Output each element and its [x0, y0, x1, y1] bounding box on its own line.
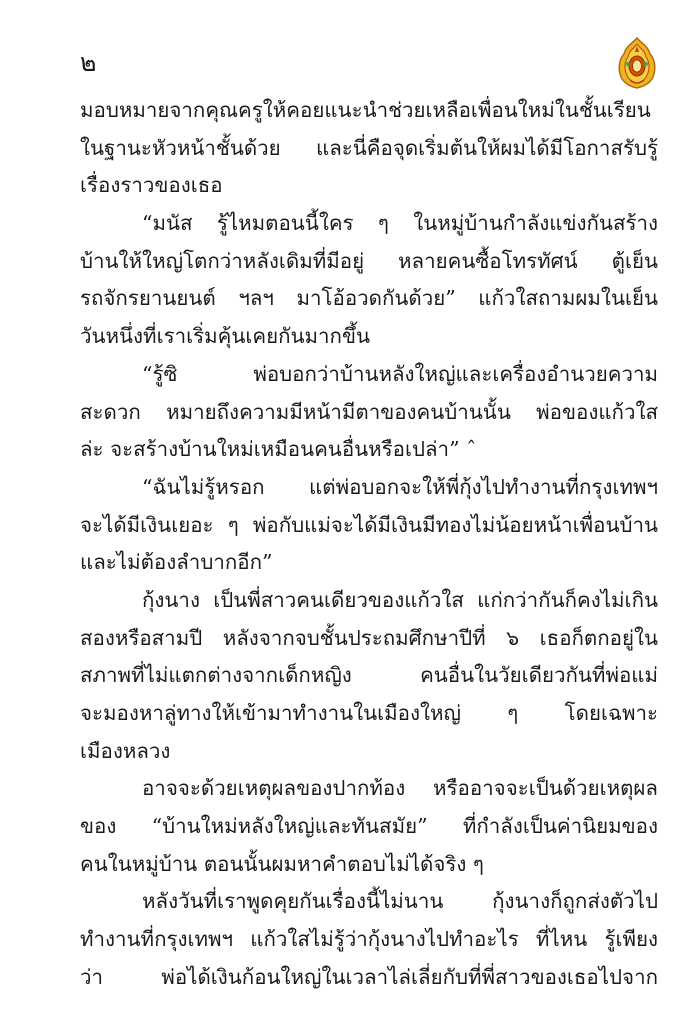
text-line: ทำงานที่กรุงเทพฯ แก้วใสไม่รู้ว่ากุ้งนางไปทำอะไร ที่ไหน รู้เพียง	[80, 927, 658, 952]
text-line: วันหนึ่งที่เราเริ่มคุ้นเคยกันมากขึ้น	[80, 324, 370, 349]
text-line: จะได้มีเงินเยอะ ๆ พ่อกับแม่จะได้มีเงินมีทองไม่น้อยหน้าเพื่อนบ้าน	[80, 512, 658, 537]
text-line: เมืองหลวง	[80, 738, 171, 763]
text-line: สะดวก หมายถึงความมีหน้ามีตาของคนบ้านนั้น พ่อของแก้วใส	[80, 399, 658, 424]
text-line: ว่า พ่อได้เงินก้อนใหญ่ในเวลาไล่เลี่ยกับที่พี่สาวของเธอไปจาก	[80, 964, 658, 989]
text-line: ของ “บ้านใหม่หลังใหญ่และทันสมัย” ที่กำลังเป็นค่านิยมของ	[80, 814, 658, 839]
body-text	[80, 92, 658, 997]
royal-emblem-icon	[614, 36, 660, 90]
text-line: คนในหมู่บ้าน ตอนนั้นผมหาคำตอบไม่ได้จริง ๆ	[80, 851, 484, 876]
text-line: “รู้ซิ พ่อบอกว่าบ้านหลังใหญ่และเครื่องอำนวยความ	[142, 361, 658, 386]
text-line: ล่ะ จะสร้างบ้านใหม่เหมือนคนอื่นหรือเปล่า” ˆ	[80, 437, 477, 462]
text-line: “ฉันไม่รู้หรอก แต่พ่อบอกจะให้พี่กุ้งไปทำงานที่กรุงเทพฯ	[142, 474, 658, 499]
page-number: ๒	[80, 48, 97, 77]
text-line: สองหรือสามปี หลังจากจบชั้นประถมศึกษาปีที่ ๖ เธอก็ตกอยู่ใน	[80, 625, 658, 650]
text-line: กุ้งนาง เป็นพี่สาวคนเดียวของแก้วใส แก่กว่ากันก็คงไม่เกิน	[142, 587, 658, 612]
text-line: รถจักรยานยนต์ ฯลฯ มาโอ้อวดกันด้วย” แก้วใสถามผมในเย็น	[80, 286, 658, 311]
text-line: มอบหมายจากคุณครูให้คอยแนะนำช่วยเหลือเพื่อนใหม่ในชั้นเรียน	[80, 98, 651, 122]
text-line: “มนัส รู้ไหมตอนนี้ใคร ๆ ในหมู่บ้านกำลังแข่งกันสร้าง	[142, 211, 658, 236]
text-line: สภาพที่ไม่แตกต่างจากเด็กหญิง คนอื่นในวัยเดียวกันที่พ่อแม่	[80, 663, 658, 688]
text-line: หลังวันที่เราพูดคุยกันเรื่องนี้ไม่นาน กุ้งนางก็ถูกส่งตัวไป	[142, 889, 658, 914]
text-line: เรื่องราวของเธอ	[80, 173, 223, 198]
text-line: บ้านให้ใหญ่โตกว่าหลังเดิมที่มีอยู่ หลายคนซื้อโทรทัศน์ ตู้เย็น	[80, 248, 658, 273]
text-line: และไม่ต้องลำบากอีก”	[80, 550, 273, 575]
text-line: ในฐานะหัวหน้าชั้นด้วย และนี่คือจุดเริ่มต้นให้ผมได้มีโอกาสรับรู้	[80, 135, 658, 160]
text-line: อาจจะด้วยเหตุผลของปากท้อง หรืออาจจะเป็นด้วยเหตุผล	[142, 776, 658, 801]
text-line: จะมองหาลู่ทางให้เข้ามาทำงานในเมืองใหญ่ ๆ โดยเฉพาะ	[80, 701, 658, 725]
